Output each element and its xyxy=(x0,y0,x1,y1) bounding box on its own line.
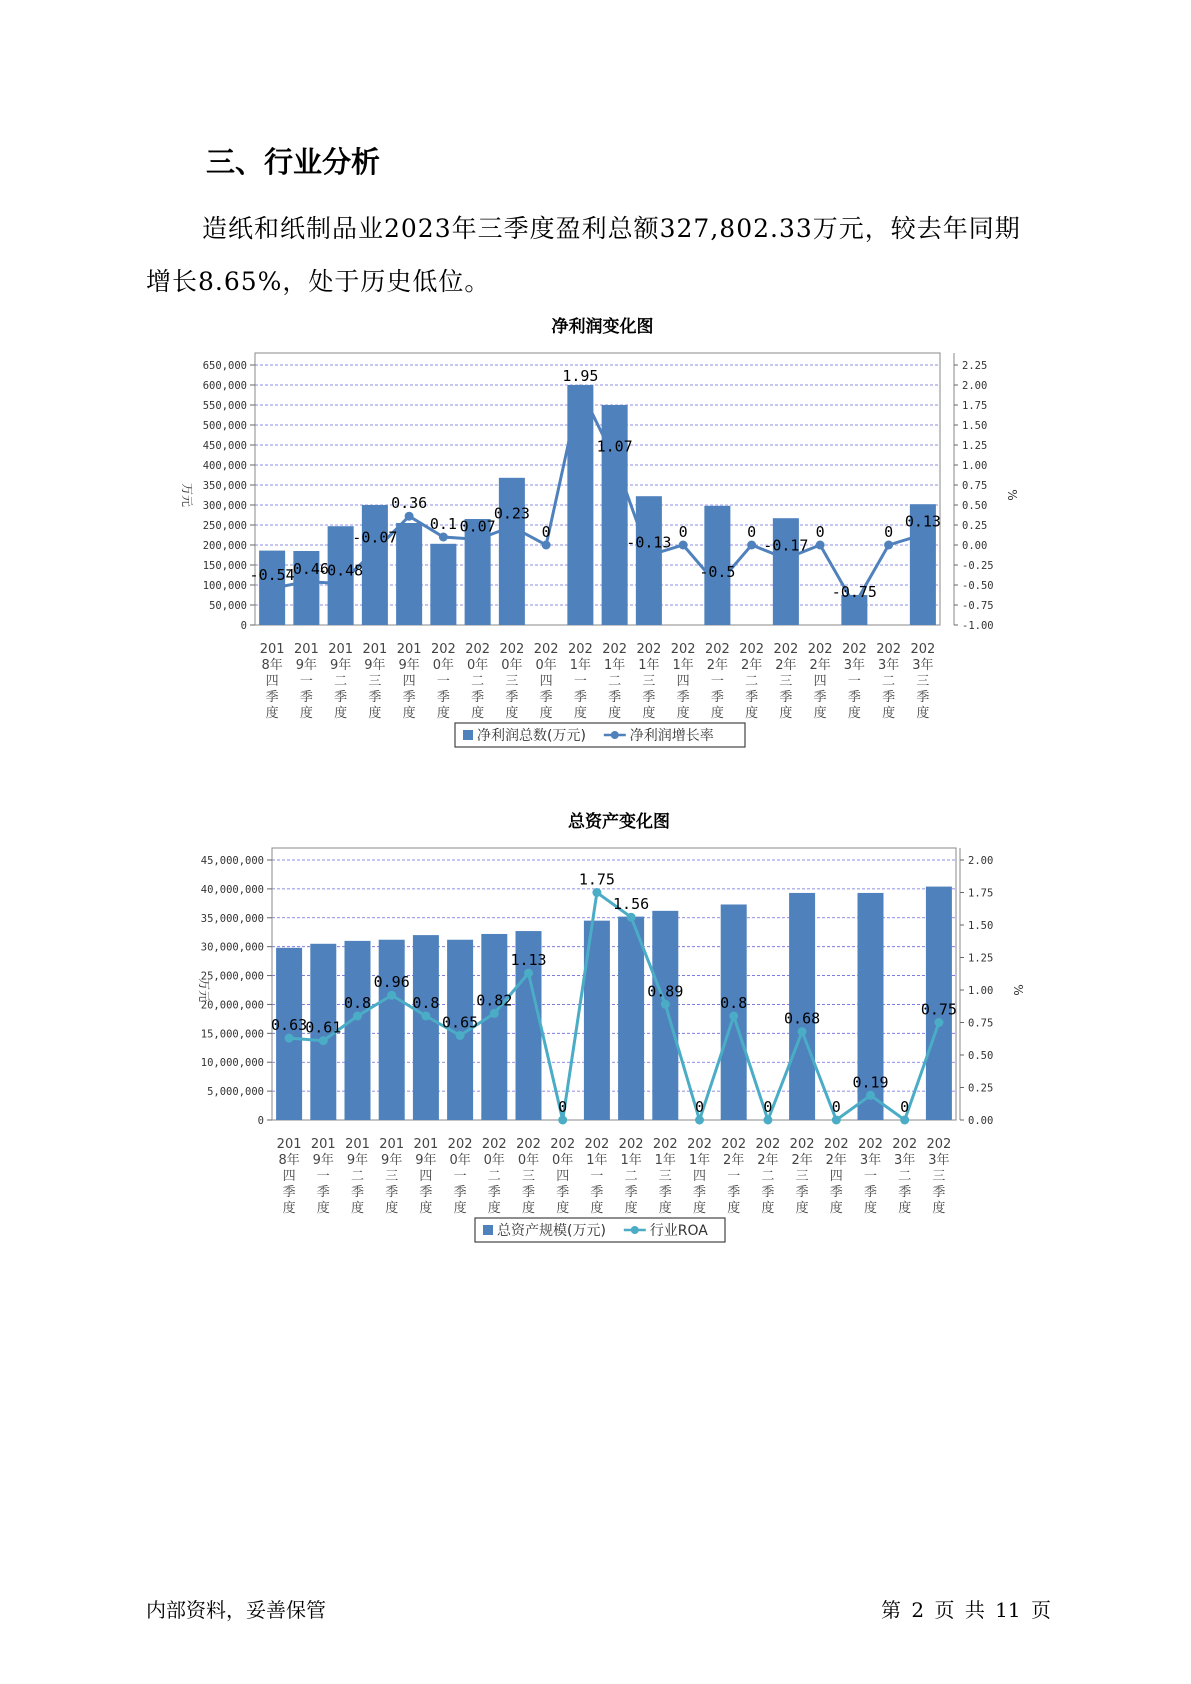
data-label: 0 xyxy=(763,1098,773,1116)
y2-tick-label: 2.25 xyxy=(962,360,988,372)
y-tick-label: 45,000,000 xyxy=(200,855,264,867)
line-point xyxy=(763,1116,772,1125)
line-point xyxy=(850,601,859,610)
y-tick-label: 20,000,000 xyxy=(200,999,264,1012)
data-label: -0.54 xyxy=(249,566,295,585)
y-tick-label: 200,000 xyxy=(202,540,247,552)
y2-tick-label: 1.50 xyxy=(968,920,994,932)
data-label: 1.13 xyxy=(510,951,547,970)
y-tick-label: 450,000 xyxy=(202,440,247,452)
bar xyxy=(413,935,439,1120)
y-tick-label: 500,000 xyxy=(202,420,247,432)
line-point xyxy=(627,913,636,922)
bar xyxy=(789,893,815,1120)
line-point xyxy=(473,535,482,544)
data-label: 0.1 xyxy=(429,515,457,533)
data-label: 1.95 xyxy=(562,367,599,385)
bar xyxy=(362,505,388,625)
y2-tick-label: -0.75 xyxy=(962,600,994,612)
y2-tick-label: -1.00 xyxy=(962,620,994,632)
data-label: 0.89 xyxy=(647,982,684,1001)
chart-title: 净利润变化图 xyxy=(551,317,654,337)
line-point xyxy=(592,888,601,897)
y2-tick-label: 0.00 xyxy=(962,540,988,552)
y-tick-label: 0 xyxy=(257,1115,264,1127)
line-point xyxy=(610,455,619,464)
y2-tick-label: 2.00 xyxy=(962,380,988,392)
legend-swatch-point xyxy=(631,1226,639,1234)
y-tick-label: 300,000 xyxy=(202,500,247,512)
line-point xyxy=(713,581,722,590)
x-tick-label: 202 3年三季度 xyxy=(910,642,936,721)
data-label: 0.68 xyxy=(784,1009,821,1028)
y2-tick-label: 0.25 xyxy=(968,1082,994,1095)
y-tick-label: 10,000,000 xyxy=(200,1057,264,1070)
line-point xyxy=(353,1012,362,1021)
x-tick-label: 202 3年二季度 xyxy=(876,642,902,721)
data-label: 0 xyxy=(815,523,825,541)
data-label: 0 xyxy=(831,1098,841,1116)
x-tick-label: 202 0年二季度 xyxy=(465,642,491,721)
y2-tick-label: 0.75 xyxy=(968,1017,994,1030)
total-assets-chart-svg xyxy=(0,805,1191,1265)
x-tick-label: 201 8年四季度 xyxy=(259,642,285,721)
data-label: 0.23 xyxy=(493,504,530,523)
bar xyxy=(481,934,507,1120)
x-tick-label: 201 9年三季度 xyxy=(362,642,388,721)
y-tick-label: 600,000 xyxy=(202,380,247,392)
line-point xyxy=(524,969,533,978)
y2-axis-label: % xyxy=(1011,984,1025,996)
x-tick-label: 202 2年三季度 xyxy=(789,1137,815,1216)
x-tick-label: 202 1年一季度 xyxy=(584,1137,610,1216)
line-point xyxy=(576,385,585,394)
y2-tick-label: -0.50 xyxy=(962,580,994,592)
y2-tick-label: 0.75 xyxy=(962,480,988,492)
x-tick-label: 202 0年二季度 xyxy=(481,1137,507,1216)
y2-tick-label: -0.25 xyxy=(962,560,994,572)
line-point xyxy=(781,554,790,563)
data-label: -0.48 xyxy=(318,561,364,580)
x-tick-label: 202 1年一季度 xyxy=(567,642,593,721)
x-tick-label: 202 0年一季度 xyxy=(430,642,456,721)
x-tick-label: 202 0年一季度 xyxy=(447,1137,473,1216)
y-tick-label: 550,000 xyxy=(202,400,247,412)
y2-tick-label: 1.00 xyxy=(968,985,994,997)
data-label: 0 xyxy=(541,523,551,541)
bar xyxy=(618,917,644,1120)
line-point xyxy=(644,551,653,560)
x-tick-label: 202 1年二季度 xyxy=(602,642,628,721)
y2-tick-label: 0.25 xyxy=(962,520,988,532)
total-assets-chart xyxy=(0,805,1191,1265)
x-tick-label: 201 9年四季度 xyxy=(413,1137,439,1216)
line-point xyxy=(507,522,516,531)
data-label: 1.56 xyxy=(613,895,650,914)
y2-tick-label: 0.00 xyxy=(968,1115,994,1127)
y-tick-label: 15,000,000 xyxy=(200,1028,264,1041)
data-label: 0 xyxy=(558,1098,568,1116)
line-point xyxy=(336,579,345,588)
x-tick-label: 202 2年二季度 xyxy=(739,642,765,721)
y-tick-label: 40,000,000 xyxy=(200,883,264,896)
y2-tick-label: 1.25 xyxy=(962,440,988,452)
data-label: 0.61 xyxy=(305,1018,342,1037)
data-label: 0.8 xyxy=(343,994,372,1012)
x-tick-label: 202 1年三季度 xyxy=(652,1137,678,1216)
line-point xyxy=(439,533,448,542)
x-tick-label: 202 0年四季度 xyxy=(533,642,559,721)
legend-swatch-point xyxy=(611,731,619,739)
line-point xyxy=(747,541,756,550)
y-tick-label: 0 xyxy=(240,620,247,632)
y2-tick-label: 1.75 xyxy=(962,400,988,412)
data-label: 0.75 xyxy=(920,1000,957,1019)
y2-tick-label: 1.00 xyxy=(962,460,988,472)
line-point xyxy=(387,991,396,1000)
net-profit-chart-svg xyxy=(0,310,1191,770)
y2-tick-label: 0.50 xyxy=(962,500,988,512)
bar xyxy=(379,940,405,1120)
line-point xyxy=(798,1027,807,1036)
data-label: -0.07 xyxy=(352,528,398,547)
y-tick-label: 100,000 xyxy=(202,580,247,592)
bar xyxy=(499,478,525,625)
line-point xyxy=(285,1034,294,1043)
line-point xyxy=(695,1116,704,1125)
x-tick-label: 202 2年四季度 xyxy=(807,642,833,721)
y-tick-label: 350,000 xyxy=(202,480,247,492)
y-tick-label: 400,000 xyxy=(202,460,247,472)
line-point xyxy=(729,1012,738,1021)
legend-label-bar: 总资产规模(万元) xyxy=(497,1223,606,1239)
line-point xyxy=(934,1018,943,1027)
x-tick-label: 202 2年一季度 xyxy=(721,1137,747,1216)
line-point xyxy=(558,1116,567,1125)
line-point xyxy=(918,530,927,539)
line-point xyxy=(900,1116,909,1125)
bar xyxy=(636,496,662,625)
x-tick-label: 202 1年四季度 xyxy=(670,642,696,721)
legend-label-line: 净利润增长率 xyxy=(629,728,714,744)
data-label: -0.5 xyxy=(699,563,736,581)
x-tick-label: 201 9年三季度 xyxy=(379,1137,405,1216)
x-tick-label: 202 2年一季度 xyxy=(704,642,730,721)
data-label: 0.13 xyxy=(904,512,941,531)
y2-tick-label: 0.50 xyxy=(968,1050,994,1062)
line-point xyxy=(405,512,414,521)
legend-swatch-bar xyxy=(483,1225,493,1235)
y2-axis-label: % xyxy=(1005,489,1019,501)
chart-title: 总资产变化图 xyxy=(568,812,670,832)
y-tick-label: 150,000 xyxy=(202,560,247,572)
x-tick-label: 202 0年三季度 xyxy=(499,642,525,721)
x-tick-label: 202 3年三季度 xyxy=(926,1137,952,1216)
footer-page-number: 第 2 页 共 11 页 xyxy=(881,1598,1051,1622)
data-label: 0 xyxy=(678,523,688,541)
section-paragraph: 造纸和纸制品业2023年三季度盈利总额327,802.33万元，较去年同期增长8.65%，处于历史低位。 xyxy=(146,214,1021,296)
legend-label-bar: 净利润总数(万元) xyxy=(477,728,586,744)
x-tick-label: 201 9年四季度 xyxy=(396,642,422,721)
data-label: 0.8 xyxy=(720,994,748,1012)
bar xyxy=(396,523,422,625)
line-point xyxy=(661,1000,670,1009)
line-point xyxy=(679,541,688,550)
x-tick-label: 202 3年一季度 xyxy=(858,1137,883,1216)
line-point xyxy=(370,546,379,555)
x-tick-label: 202 1年四季度 xyxy=(687,1137,712,1216)
x-tick-label: 201 9年一季度 xyxy=(310,1137,336,1216)
y-tick-label: 250,000 xyxy=(202,520,247,532)
x-tick-label: 202 1年三季度 xyxy=(636,642,662,721)
y2-tick-label: 1.75 xyxy=(968,887,994,900)
y2-tick-label: 1.50 xyxy=(962,420,988,432)
line-point xyxy=(456,1031,465,1040)
data-label: 0.65 xyxy=(442,1013,479,1032)
data-label: -0.17 xyxy=(763,536,809,555)
x-tick-label: 202 0年三季度 xyxy=(516,1137,541,1216)
line-point xyxy=(832,1116,841,1125)
net-profit-chart xyxy=(0,310,1191,770)
line-point xyxy=(542,541,551,550)
x-tick-label: 202 3年二季度 xyxy=(892,1137,918,1216)
data-label: 0.19 xyxy=(852,1073,889,1092)
footer-confidential: 内部资料，妥善保管 xyxy=(146,1598,326,1622)
y-tick-label: 5,000,000 xyxy=(207,1086,264,1099)
x-tick-label: 202 3年一季度 xyxy=(841,642,867,721)
y-axis-label: 万元 xyxy=(197,977,211,1003)
x-tick-label: 202 2年四季度 xyxy=(823,1137,849,1216)
bar xyxy=(773,518,799,625)
y-tick-label: 650,000 xyxy=(202,360,247,372)
data-label: 0 xyxy=(900,1098,910,1116)
legend-label-line: 行业ROA xyxy=(649,1223,708,1239)
data-label: 0.8 xyxy=(412,994,440,1012)
data-label: -0.13 xyxy=(626,533,672,552)
line-point xyxy=(421,1012,430,1021)
data-label: -0.75 xyxy=(831,583,877,601)
data-label: 0.07 xyxy=(459,517,496,536)
x-tick-label: 202 0年四季度 xyxy=(550,1137,576,1216)
section-heading: 三、行业分析 xyxy=(206,145,381,179)
data-label: 0.82 xyxy=(476,991,513,1010)
data-label: 1.07 xyxy=(596,437,633,456)
y-tick-label: 30,000,000 xyxy=(200,941,264,954)
x-tick-label: 201 9年一季度 xyxy=(293,642,319,721)
x-tick-label: 201 9年二季度 xyxy=(328,642,354,721)
line-point xyxy=(490,1009,499,1018)
data-label: 0 xyxy=(884,523,894,541)
y-tick-label: 25,000,000 xyxy=(200,970,264,983)
legend-swatch-bar xyxy=(463,730,473,740)
x-tick-label: 201 8年四季度 xyxy=(276,1137,302,1216)
x-tick-label: 201 9年二季度 xyxy=(345,1137,370,1216)
line-point xyxy=(268,584,277,593)
y-tick-label: 35,000,000 xyxy=(200,912,264,925)
y-tick-label: 50,000 xyxy=(209,600,247,612)
x-tick-label: 202 2年二季度 xyxy=(755,1137,781,1216)
line-point xyxy=(302,577,311,586)
data-label: 0 xyxy=(694,1098,705,1116)
data-label: 0.96 xyxy=(373,973,410,992)
line-point xyxy=(866,1091,875,1100)
data-label: 0.36 xyxy=(391,494,428,513)
line-point xyxy=(884,541,893,550)
bar xyxy=(430,544,456,625)
bar xyxy=(652,911,678,1120)
y2-tick-label: 1.25 xyxy=(968,952,994,965)
y2-tick-label: 2.00 xyxy=(968,855,994,867)
data-label: -0.46 xyxy=(283,559,329,578)
y-axis-label: 万元 xyxy=(180,482,194,508)
line-point xyxy=(816,541,825,550)
bar xyxy=(345,941,371,1120)
data-label: 1.75 xyxy=(578,870,615,889)
line-point xyxy=(319,1036,328,1045)
bar xyxy=(567,385,593,625)
x-tick-label: 202 1年二季度 xyxy=(618,1137,644,1216)
data-label: 0.63 xyxy=(271,1016,308,1035)
x-tick-label: 202 2年三季度 xyxy=(773,642,799,721)
data-label: 0 xyxy=(747,523,757,541)
